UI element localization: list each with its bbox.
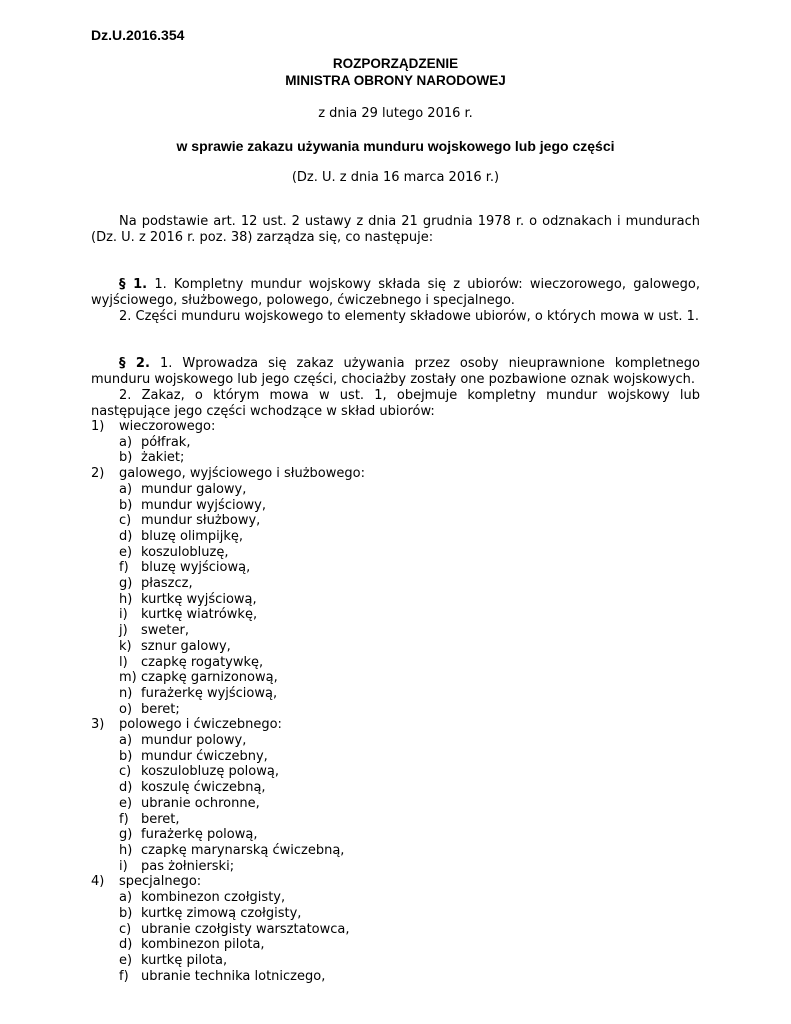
sub-list-item [91,670,700,686]
list-item-number: 2) [91,466,105,482]
sub-item-letter: h) [119,591,133,607]
sub-item-letter: e) [119,544,133,560]
sub-item-text: sweter, [141,623,189,639]
sub-list-item [91,764,700,780]
section-2-text-1: 1. Wprowadza się zakaz używania przez osoby nieuprawnione kompletnego munduru wojskowego lub jego części, chociażby zostały one pozbawione oznak wojskowych. [91,356,700,387]
sub-list-item [91,733,700,749]
sub-item-letter: g) [119,827,133,843]
sub-item-text: bluzę olimpijkę, [141,528,244,544]
sub-list-item [91,655,700,671]
sub-list-item [91,545,700,561]
regulation-title: ROZPORZĄDZENIE [332,56,459,71]
sub-item-text: furażerkę polową, [141,827,258,843]
sub-item-text: półfrak, [141,434,191,450]
sub-item-letter: g) [119,576,133,592]
sub-item-text: kurtkę wyjściową, [141,591,257,607]
sub-item-letter: b) [119,450,133,466]
list-item-number: 4) [91,874,105,890]
list-item [91,466,700,482]
list-item-number: 3) [91,717,105,733]
sub-item-letter: c) [119,764,132,780]
sub-list-item [91,576,700,592]
sub-item-letter: b) [119,748,133,764]
sub-item-text: beret; [141,701,180,717]
sub-item-letter: e) [119,952,133,968]
sub-list-item [91,859,700,875]
sub-list-item [91,686,700,702]
section-2-mark: § 2. [119,356,150,371]
sub-list-item [91,702,700,718]
sub-item-text: koszulobluzę polową, [141,764,279,780]
sub-item-letter: h) [119,842,133,858]
sub-item-text: kombinezon pilota, [141,937,265,953]
sub-item-letter: d) [119,780,133,796]
sub-item-text: kurtkę pilota, [141,952,228,968]
sub-list-item [91,560,700,576]
sub-list-item [91,592,700,608]
sub-list-item [91,450,700,466]
sub-item-letter: d) [119,937,133,953]
sub-list-item [91,969,700,985]
section-1-text-1: 1. Kompletny mundur wojskowy składa się z ubiorów: wieczorowego, galowego, wyjściowego, służbowego, polowego, ćwiczebnego i specjalnego. [91,277,700,308]
sub-item-text: ubranie technika lotniczego, [141,968,326,984]
sub-item-text: czapkę rogatywkę, [141,654,264,670]
sub-list-item [91,513,700,529]
sub-item-text: płaszcz, [141,576,193,592]
uniform-items-list [91,419,700,984]
sub-list-item [91,482,700,498]
sub-item-text: ubranie czołgisty warsztatowca, [141,921,350,937]
publication-reference: (Dz. U. z dnia 16 marca 2016 r.) [291,170,500,185]
sub-item-letter: b) [119,905,133,921]
sub-item-letter: a) [119,434,133,450]
list-item-label: galowego, wyjściowego i służbowego: [119,466,365,482]
sub-list-item [91,843,700,859]
sub-item-letter: i) [119,858,128,874]
list-item-number: 1) [91,419,105,434]
sub-list-item [91,796,700,812]
sub-item-letter: c) [119,921,132,937]
sub-item-letter: k) [119,638,132,654]
sub-list-item [91,922,700,938]
sub-item-text: furażerkę wyjściową, [141,685,278,701]
list-item [91,419,700,435]
regulation-subject: w sprawie zakazu używania munduru wojskowego lub jego części [176,138,615,154]
sub-list-item [91,780,700,796]
sub-item-letter: l) [119,654,128,670]
section-2-paragraph-1 [91,356,700,388]
sub-item-text: mundur ćwiczebny, [141,748,268,764]
list-item [91,874,700,890]
regulation-date: z dnia 29 lutego 2016 r. [318,106,473,121]
sub-item-text: czapkę marynarską ćwiczebną, [141,842,345,858]
section-1-mark: § 1. [119,277,148,292]
sub-list-item [91,890,700,906]
sub-item-letter: c) [119,513,132,529]
list-item [91,717,700,733]
sub-item-text: pas żołnierski; [141,858,235,874]
list-item-label: wieczorowego: [119,419,216,434]
sub-item-text: bluzę wyjściową, [141,560,251,576]
sub-list-item [91,906,700,922]
sub-list-item [91,529,700,545]
sub-item-letter: e) [119,795,133,811]
sub-item-letter: b) [119,497,133,513]
sub-item-letter: a) [119,890,133,906]
sub-list-item [91,812,700,828]
sub-item-letter: a) [119,481,133,497]
sub-item-letter: j) [119,623,128,639]
issuing-authority: MINISTRA OBRONY NARODOWEJ [285,73,506,88]
sub-item-text: mundur wyjściowy, [141,497,266,513]
sub-list-item [91,953,700,969]
preamble: Na podstawie art. 12 ust. 2 ustawy z dnia 21 grudnia 1978 r. o odznakach i mundurach (Dz. U. z 2016 r. poz. 38) zarządza się, co następuje: [91,214,700,245]
sub-item-text: kurtkę zimową czołgisty, [141,905,302,921]
sub-item-text: kombinezon czołgisty, [141,890,286,906]
sub-item-text: czapkę garnizonową, [141,670,278,686]
section-2-paragraph-2: 2. Zakaz, o którym mowa w ust. 1, obejmuje kompletny mundur wojskowy lub następujące jego części wchodzące w skład ubiorów: [91,388,700,419]
sub-item-text: sznur galowy, [141,638,231,654]
section-1-paragraph-1 [91,277,700,309]
document-id: Dz.U.2016.354 [91,27,185,43]
sub-item-letter: f) [119,811,129,827]
sub-list-item [91,607,700,623]
list-item-label: polowego i ćwiczebnego: [119,717,282,733]
sub-item-letter: o) [119,701,133,717]
sub-item-letter: a) [119,733,133,749]
sub-item-text: kurtkę wiatrówkę, [141,607,258,623]
sub-item-letter: f) [119,560,129,576]
sub-item-text: koszulę ćwiczebną, [141,780,266,796]
sub-item-text: beret, [141,811,180,827]
sub-list-item [91,937,700,953]
sub-list-item [91,435,700,451]
sub-list-item [91,827,700,843]
sub-list-item [91,498,700,514]
list-item-label: specjalnego: [119,874,202,890]
sub-item-letter: n) [119,685,133,701]
sub-list-item [91,749,700,765]
sub-item-letter: f) [119,968,129,984]
sub-item-text: mundur galowy, [141,481,247,497]
sub-item-text: żakiet; [141,450,185,466]
sub-item-letter: m) [119,670,137,686]
sub-item-text: ubranie ochronne, [141,795,260,811]
sub-item-text: koszulobluzę, [141,544,229,560]
sub-item-text: mundur polowy, [141,733,247,749]
sub-item-text: mundur służbowy, [141,513,261,529]
sub-list-item [91,639,700,655]
sub-list-item [91,623,700,639]
section-1-paragraph-2: 2. Części munduru wojskowego to elementy składowe ubiorów, o których mowa w ust. 1. [119,309,700,324]
sub-item-letter: i) [119,607,128,623]
sub-item-letter: d) [119,528,133,544]
